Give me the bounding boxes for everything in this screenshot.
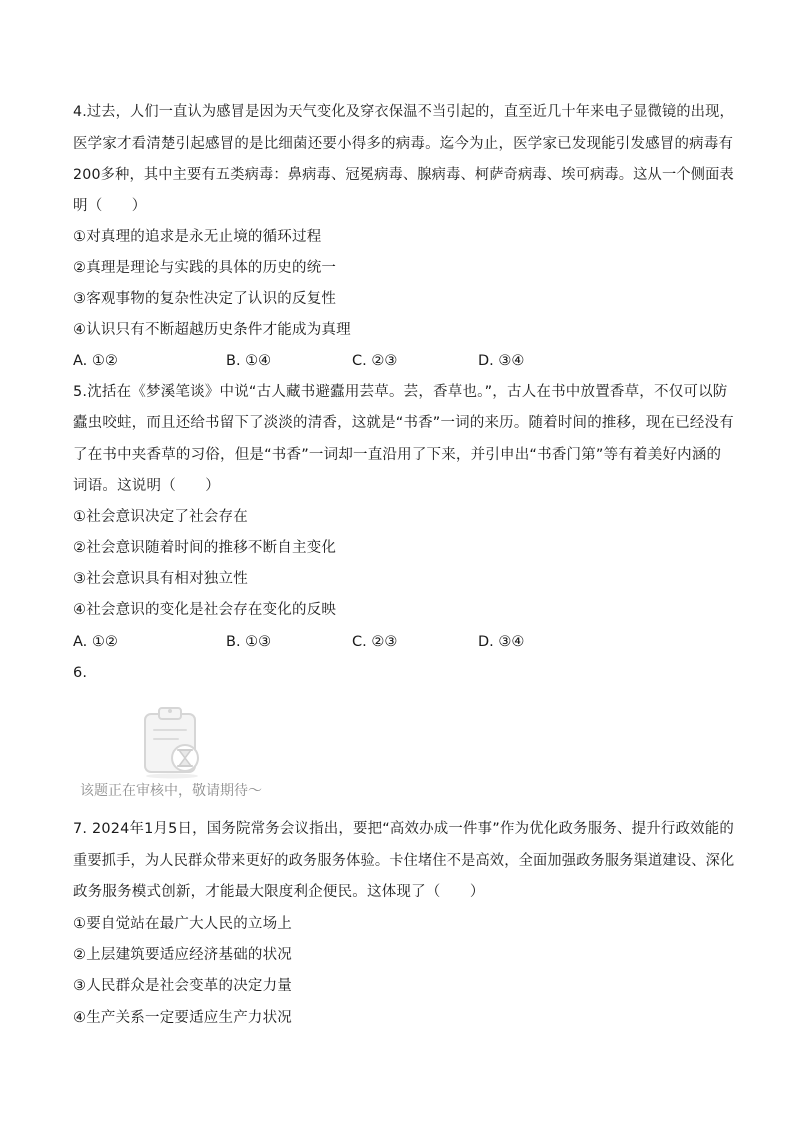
q5-statement-2: ②社会意识随着时间的推移不断自主变化: [73, 540, 337, 556]
q7-stem-line-1: 7. 2024年1月5日，国务院常务会议指出，要把“高效办成一件事”作为优化政务服务、提升行政效能的: [73, 821, 735, 837]
q5-stem-line-3: 了在书中夹香草的习俗，但是“书香”一词却一直沿用了下来，并引申出“书香门第”等有着美好内涵的: [73, 447, 722, 463]
q5-stem-line-4: 词语。这说明（ ）: [73, 478, 220, 494]
q6-number: 6.: [73, 665, 88, 681]
q5-statement-1: ①社会意识决定了社会存在: [73, 509, 248, 525]
q5-option-a[interactable]: A. ①②: [73, 634, 118, 650]
q5-statement-4: ④社会意识的变化是社会存在变化的反映: [73, 602, 337, 618]
q4-statement-1: ①对真理的追求是永无止境的循环过程: [73, 229, 322, 245]
q4-stem-line-1: 4.过去，人们一直认为感冒是因为天气变化及穿衣保温不当引起的，直至近几十年来电子显微镜的出现，: [73, 104, 734, 120]
clipboard-hourglass-icon: [140, 700, 210, 780]
q7-statement-3: ③人民群众是社会变革的决定力量: [73, 978, 292, 994]
q7-statement-4: ④生产关系一定要适应生产力状况: [73, 1010, 292, 1026]
q4-option-a[interactable]: A. ①②: [73, 353, 118, 369]
q5-statement-3: ③社会意识具有相对独立性: [73, 571, 248, 587]
q4-option-b[interactable]: B. ①④: [226, 353, 272, 369]
q6-pending-text: 该题正在审核中，敬请期待～: [80, 783, 262, 799]
q5-stem-line-1: 5.沈括在《梦溪笔谈》中说“古人藏书避蠹用芸草。芸，香草也。”，古人在书中放置香草，不仅可以防: [73, 384, 728, 400]
q5-option-b[interactable]: B. ①③: [226, 634, 272, 650]
q7-statement-1: ①要自觉站在最广大人民的立场上: [73, 916, 292, 932]
q4-statement-2: ②真理是理论与实践的具体的历史的统一: [73, 260, 337, 276]
q7-statement-2: ②上层建筑要适应经济基础的状况: [73, 947, 292, 963]
q4-statement-4: ④认识只有不断超越历史条件才能成为真理: [73, 322, 351, 338]
q4-option-c[interactable]: C. ②③: [352, 353, 398, 369]
q5-option-c[interactable]: C. ②③: [352, 634, 398, 650]
q4-stem-line-3: 200多种，其中主要有五类病毒：鼻病毒、冠冕病毒、腺病毒、柯萨奇病毒、埃可病毒。这从一个侧面表: [73, 167, 734, 183]
q4-option-d[interactable]: D. ③④: [478, 353, 525, 369]
q4-statement-3: ③客观事物的复杂性决定了认识的反复性: [73, 291, 337, 307]
q7-stem-line-2: 重要抓手，为人民群众带来更好的政务服务体验。卡住堵住不是高效，全面加强政务服务渠道建设、深化: [73, 853, 735, 869]
q4-stem-line-4: 明（ ）: [73, 198, 147, 214]
q4-stem-line-2: 医学家才看清楚引起感冒的是比细菌还要小得多的病毒。迄今为止，医学家已发现能引发感冒的病毒有: [73, 136, 734, 152]
q5-stem-line-2: 蠹虫咬蛀，而且还给书留下了淡淡的清香，这就是“书香”一词的来历。随着时间的推移，现在已经没有: [73, 415, 734, 431]
q5-option-d[interactable]: D. ③④: [478, 634, 525, 650]
q7-stem-line-3: 政务服务模式创新，才能最大限度利企便民。这体现了（ ）: [73, 884, 485, 900]
